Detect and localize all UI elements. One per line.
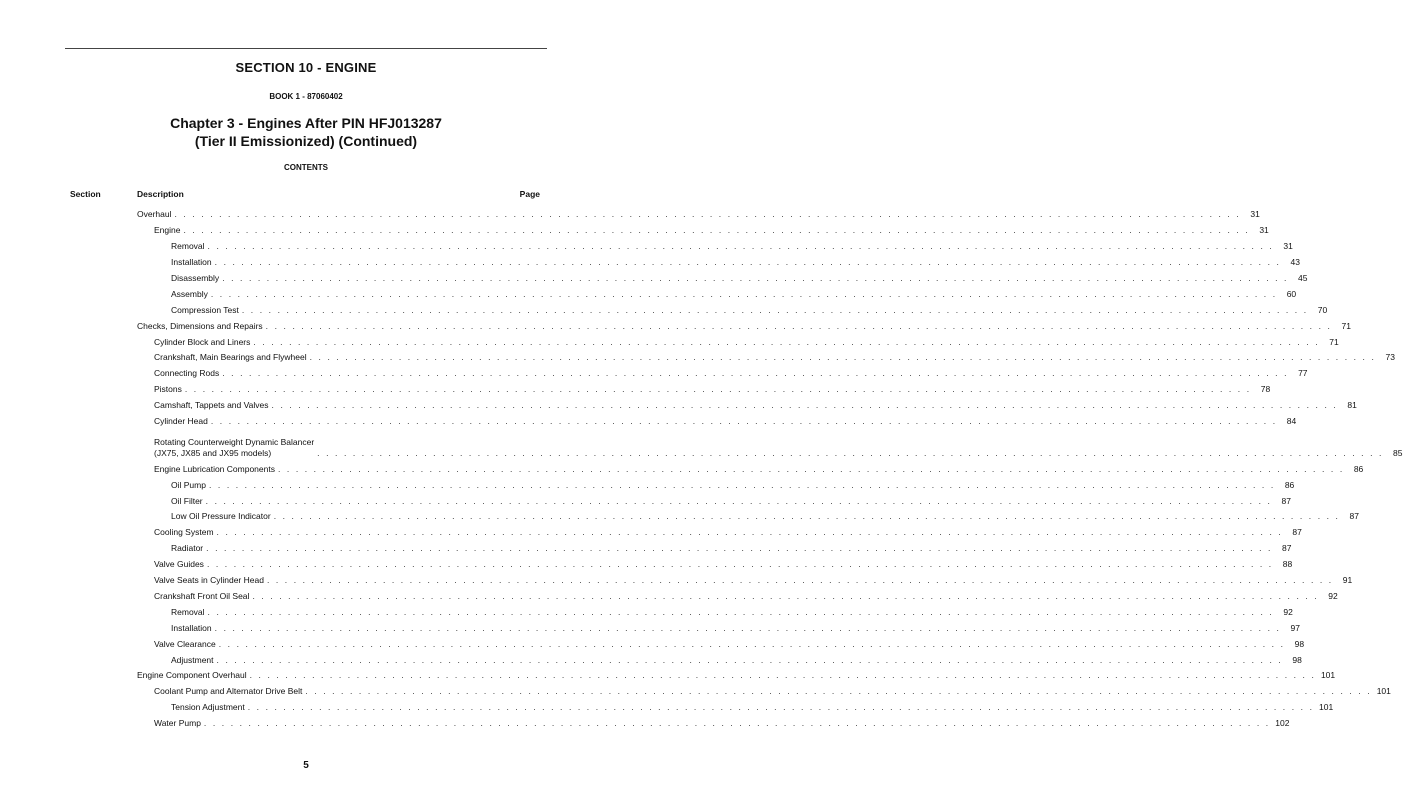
- book-number: BOOK 1 - 87060402: [269, 92, 343, 101]
- toc-dot-leader: . . . . . . . . . . . . . . . . . . . . . . . . . . . . . . . . . . . . . . . . . . . . . . . . . . . . . . . . . . . . . . . . . . . . . . . . . . . . . . . . . . . . . . . . . . . . . . . . . . . . . . . . . . . . . . . . . . . . . . . .: [222, 368, 1289, 379]
- toc-entry-page: 86: [1284, 479, 1295, 490]
- toc-entry-page: 101: [1320, 670, 1336, 681]
- toc-entry-label: Cylinder Block and Liners: [154, 336, 251, 347]
- toc-entry-label: Oil Pump: [171, 479, 206, 490]
- toc-dot-leader: . . . . . . . . . . . . . . . . . . . . . . . . . . . . . . . . . . . . . . . . . . . . . . . . . . . . . . . . . . . . . . . . . . . . . . . . . . . . . . . . . . . . . . . . . . . . . . . . . . . . . . . . . . . . . . . . . . . . . . . .: [207, 241, 1274, 252]
- toc-dot-leader: . . . . . . . . . . . . . . . . . . . . . . . . . . . . . . . . . . . . . . . . . . . . . . . . . . . . . . . . . . . . . . . . . . . . . . . . . . . . . . . . . . . . . . . . . . . . . . . . . . . . . . . . . . . . . . . . . . . . . . . .: [247, 702, 1315, 713]
- chapter-title-line-1: Chapter 3 - Engines After PIN HFJ013287: [170, 115, 442, 131]
- toc-dot-leader: . . . . . . . . . . . . . . . . . . . . . . . . . . . . . . . . . . . . . . . . . . . . . . . . . . . . . . . . . . . . . . . . . . . . . . . . . . . . . . . . . . . . . . . . . . . . . . . . . . . . . . . . . . . . . . . . . . . . . . . .: [206, 543, 1273, 554]
- toc-entry[interactable]: [171, 490, 1291, 506]
- toc-dot-leader: . . . . . . . . . . . . . . . . . . . . . . . . . . . . . . . . . . . . . . . . . . . . . . . . . . . . . . . . . . . . . . . . . . . . . . . . . . . . . . . . . . . . . . . . . . . . . . . . . . . . . . . . . . . . . . . . . . . . . . . .: [249, 670, 1316, 681]
- toc-entry-label: Removal: [171, 241, 205, 252]
- toc-dot-leader: . . . . . . . . . . . . . . . . . . . . . . . . . . . . . . . . . . . . . . . . . . . . . . . . . . . . . . . . . . . . . . . . . . . . . . . . . . . . . . . . . . . . . . . . . . . . . . . . . . . . . . . . . . . . . . . . . . . . . . . .: [205, 495, 1272, 506]
- toc-entry-label: Removal: [171, 606, 205, 617]
- toc-dot-leader: . . . . . . . . . . . . . . . . . . . . . . . . . . . . . . . . . . . . . . . . . . . . . . . . . . . . . . . . . . . . . . . . . . . . . . . . . . . . . . . . . . . . . . . . . . . . . . . . . . . . . . . . . . . . . . . . . . . . . . . .: [214, 257, 1281, 268]
- toc-entry-page: 92: [1328, 590, 1338, 601]
- toc-entry-label: Overhaul: [137, 209, 172, 220]
- toc-entry[interactable]: [154, 379, 1271, 395]
- toc-entry[interactable]: [154, 363, 1308, 379]
- toc-entry-page: 78: [1260, 384, 1271, 395]
- toc-entry[interactable]: [137, 315, 1351, 331]
- toc-entry[interactable]: [154, 427, 1403, 459]
- toc-entry-label: Crankshaft Front Oil Seal: [154, 590, 250, 601]
- toc-entry[interactable]: [171, 617, 1300, 633]
- toc-dot-leader: . . . . . . . . . . . . . . . . . . . . . . . . . . . . . . . . . . . . . . . . . . . . . . . . . . . . . . . . . . . . . . . . . . . . . . . . . . . . . . . . . . . . . . . . . . . . . . . . . . . . . . . . . . . . . . . . . . . . . . . .: [252, 590, 1319, 601]
- toc-entry-label: Connecting Rods: [154, 368, 220, 379]
- toc-entry-label: Engine Component Overhaul: [137, 670, 247, 681]
- column-header-description: Description: [137, 189, 184, 199]
- toc-entry-page: 85: [1393, 447, 1403, 458]
- toc-entry-page: 98: [1294, 638, 1305, 649]
- toc-entry-page: 43: [1290, 257, 1300, 268]
- toc-entry-label: Disassembly: [171, 272, 220, 283]
- column-header-section: Section: [70, 189, 101, 199]
- toc-entry-label: Adjustment: [171, 654, 214, 665]
- toc-entry[interactable]: [171, 268, 1308, 284]
- toc-entry-label: Compression Test: [171, 304, 239, 315]
- toc-entry[interactable]: [154, 220, 1269, 236]
- chapter-title-line-2: (Tier II Emissionized) (Continued): [194, 133, 418, 149]
- toc-entry[interactable]: [137, 204, 1260, 220]
- toc-entry-page: 77: [1298, 368, 1308, 379]
- toc-entry[interactable]: [154, 395, 1357, 411]
- toc-entry[interactable]: [171, 649, 1302, 665]
- toc-dot-leader: . . . . . . . . . . . . . . . . . . . . . . . . . . . . . . . . . . . . . . . . . . . . . . . . . . . . . . . . . . . . . . . . . . . . . . . . . . . . . . . . . . . . . . . . . . . . . . . . . . . . . . . . . . . . . . . . . . . . . . . .: [206, 559, 1274, 570]
- toc-entry[interactable]: [171, 299, 1328, 315]
- toc-entry[interactable]: [171, 284, 1297, 300]
- toc-entry-label: Pistons: [154, 384, 182, 395]
- toc-dot-leader: . . . . . . . . . . . . . . . . . . . . . . . . . . . . . . . . . . . . . . . . . . . . . . . . . . . . . . . . . . . . . . . . . . . . . . . . . . . . . . . . . . . . . . . . . . . . . . . . . . . . . . . . . . . . . . . . . . . . . . . .: [216, 527, 1283, 538]
- toc-entry-page: 73: [1385, 352, 1395, 363]
- toc-entry-page: 101: [1319, 702, 1334, 713]
- toc-dot-leader: . . . . . . . . . . . . . . . . . . . . . . . . . . . . . . . . . . . . . . . . . . . . . . . . . . . . . . . . . . . . . . . . . . . . . . . . . . . . . . . . . . . . . . . . . . . . . . . . . . . . . . . . . . . . . . . . . . . . . . . .: [273, 511, 1341, 522]
- toc-entry-page: 81: [1347, 400, 1357, 411]
- toc-entry-label: Oil Filter: [171, 495, 203, 506]
- toc-entry-page: 91: [1342, 575, 1353, 586]
- toc-entry-label: Installation: [171, 257, 212, 268]
- toc-entry[interactable]: [154, 331, 1339, 347]
- toc-dot-leader: . . . . . . . . . . . . . . . . . . . . . . . . . . . . . . . . . . . . . . . . . . . . . . . . . . . . . . . . . . . . . . . . . . . . . . . . . . . . . . . . . . . . . . . . . . . . . . . . . . . . . . . . . . . . . . . . . . . . . . . .: [305, 686, 1372, 697]
- toc-dot-leader: . . . . . . . . . . . . . . . . . . . . . . . . . . . . . . . . . . . . . . . . . . . . . . . . . . . . . . . . . . . . . . . . . . . . . . . . . . . . . . . . . . . . . . . . . . . . . . . . . . . . . . . . . . . . . . . . . . . . . . . .: [210, 416, 1278, 427]
- page-number: 5: [303, 760, 309, 771]
- column-header-page: Page: [519, 189, 540, 199]
- toc-entry[interactable]: [154, 633, 1305, 649]
- toc-dot-leader: . . . . . . . . . . . . . . . . . . . . . . . . . . . . . . . . . . . . . . . . . . . . . . . . . . . . . . . . . . . . . . . . . . . . . . . . . . . . . . . . . . . . . . . . . . . . . . . . . . . . . . . . . . . . . . . . . . . . . . . .: [174, 209, 1241, 220]
- toc-entry-page: 92: [1283, 606, 1293, 617]
- toc-entry-label: Valve Guides: [154, 559, 204, 570]
- toc-entry[interactable]: [171, 602, 1293, 618]
- toc-entry-label: Cooling System: [154, 527, 214, 538]
- toc-entry-page: 70: [1317, 304, 1328, 315]
- toc-entry-page: 45: [1298, 272, 1308, 283]
- toc-entry-label: Low Oil Pressure Indicator: [171, 511, 271, 522]
- toc-entry[interactable]: [154, 586, 1338, 602]
- toc-dot-leader: . . . . . . . . . . . . . . . . . . . . . . . . . . . . . . . . . . . . . . . . . . . . . . . . . . . . . . . . . . . . . . . . . . . . . . . . . . . . . . . . . . . . . . . . . . . . . . . . . . . . . . . . . . . . . . . . . . . . . . . .: [210, 288, 1278, 299]
- toc-entry[interactable]: [171, 538, 1292, 554]
- toc-dot-leader: . . . . . . . . . . . . . . . . . . . . . . . . . . . . . . . . . . . . . . . . . . . . . . . . . . . . . . . . . . . . . . . . . . . . . . . . . . . . . . . . . . . . . . . . . . . . . . . . . . . . . . . . . . . . . . . . . . . . . . . .: [216, 654, 1283, 665]
- toc-entry-label: Checks, Dimensions and Repairs: [137, 320, 263, 331]
- toc-entry-page: 60: [1286, 288, 1297, 299]
- toc-dot-leader: . . . . . . . . . . . . . . . . . . . . . . . . . . . . . . . . . . . . . . . . . . . . . . . . . . . . . . . . . . . . . . . . . . . . . . . . . . . . . . . . . . . . . . . . . . . . . . . . . . . . . . . . . . . . . . . . . . . . . . . .: [253, 336, 1320, 347]
- contents-heading: CONTENTS: [284, 163, 328, 172]
- toc-entry-label: Water Pump: [154, 718, 201, 729]
- toc-entry-label: Rotating Counterweight Dynamic Balancer (JX75, JX85 and JX95 models): [154, 437, 315, 458]
- toc-entry-page: 102: [1275, 718, 1290, 729]
- toc-entry[interactable]: [171, 474, 1295, 490]
- toc-dot-leader: . . . . . . . . . . . . . . . . . . . . . . . . . . . . . . . . . . . . . . . . . . . . . . . . . . . . . . . . . . . . . . . . . . . . . . . . . . . . . . . . . . . . . . . . . . . . . . . . . . . . . . . . . . . . . . . . . . . . . . . .: [184, 384, 1252, 395]
- toc-entry-label: Engine: [154, 225, 181, 236]
- toc-entry-label: Installation: [171, 622, 212, 633]
- toc-entry-page: 31: [1250, 209, 1260, 220]
- toc-entry[interactable]: [171, 697, 1334, 713]
- chapter-title: [0, 114, 612, 150]
- toc-entry[interactable]: [154, 411, 1297, 427]
- toc-entry[interactable]: [154, 347, 1395, 363]
- toc-dot-leader: . . . . . . . . . . . . . . . . . . . . . . . . . . . . . . . . . . . . . . . . . . . . . . . . . . . . . . . . . . . . . . . . . . . . . . . . . . . . . . . . . . . . . . . . . . . . . . . . . . . . . . . . . . . . . . . . . . . . . . . .: [265, 320, 1332, 331]
- toc-entry[interactable]: [171, 506, 1360, 522]
- toc-entry[interactable]: [137, 665, 1336, 681]
- toc-entry-page: 88: [1282, 559, 1293, 570]
- toc-dot-leader: . . . . . . . . . . . . . . . . . . . . . . . . . . . . . . . . . . . . . . . . . . . . . . . . . . . . . . . . . . . . . . . . . . . . . . . . . . . . . . . . . . . . . . . . . . . . . . . . . . . . . . . . . . . . . . . . . . . . . . . .: [271, 400, 1338, 411]
- toc-entry-page: 87: [1349, 511, 1360, 522]
- toc-entry-label: Valve Clearance: [154, 638, 216, 649]
- toc-entry[interactable]: [154, 681, 1391, 697]
- toc-entry[interactable]: [154, 570, 1353, 586]
- toc-entry-page: 101: [1376, 686, 1391, 697]
- section-title: SECTION 10 - ENGINE: [235, 60, 377, 75]
- toc-entry-label: Cylinder Head: [154, 416, 208, 427]
- toc-dot-leader: . . . . . . . . . . . . . . . . . . . . . . . . . . . . . . . . . . . . . . . . . . . . . . . . . . . . . . . . . . . . . . . . . . . . . . . . . . . . . . . . . . . . . . . . . . . . . . . . . . . . . . . . . . . . . . . . . . . . . . . .: [183, 225, 1250, 236]
- toc-dot-leader: . . . . . . . . . . . . . . . . . . . . . . . . . . . . . . . . . . . . . . . . . . . . . . . . . . . . . . . . . . . . . . . . . . . . . . . . . . . . . . . . . . . . . . . . . . . . . . . . . . . . . . . . . . . . . . . . . . . . . . . .: [317, 447, 1384, 458]
- toc-entry-page: 86: [1353, 463, 1364, 474]
- toc-dot-leader: . . . . . . . . . . . . . . . . . . . . . . . . . . . . . . . . . . . . . . . . . . . . . . . . . . . . . . . . . . . . . . . . . . . . . . . . . . . . . . . . . . . . . . . . . . . . . . . . . . . . . . . . . . . . . . . . . . . . . . . .: [277, 463, 1345, 474]
- toc-entry-page: 84: [1286, 416, 1297, 427]
- toc-dot-leader: . . . . . . . . . . . . . . . . . . . . . . . . . . . . . . . . . . . . . . . . . . . . . . . . . . . . . . . . . . . . . . . . . . . . . . . . . . . . . . . . . . . . . . . . . . . . . . . . . . . . . . . . . . . . . . . . . . . . . . . .: [207, 606, 1274, 617]
- toc-entry[interactable]: [154, 522, 1302, 538]
- toc-dot-leader: . . . . . . . . . . . . . . . . . . . . . . . . . . . . . . . . . . . . . . . . . . . . . . . . . . . . . . . . . . . . . . . . . . . . . . . . . . . . . . . . . . . . . . . . . . . . . . . . . . . . . . . . . . . . . . . . . . . . . . . .: [218, 638, 1286, 649]
- toc-dot-leader: . . . . . . . . . . . . . . . . . . . . . . . . . . . . . . . . . . . . . . . . . . . . . . . . . . . . . . . . . . . . . . . . . . . . . . . . . . . . . . . . . . . . . . . . . . . . . . . . . . . . . . . . . . . . . . . . . . . . . . . .: [266, 575, 1334, 586]
- toc-entry-page: 31: [1259, 225, 1269, 236]
- toc-entry-label: Assembly: [171, 288, 208, 299]
- toc-dot-leader: . . . . . . . . . . . . . . . . . . . . . . . . . . . . . . . . . . . . . . . . . . . . . . . . . . . . . . . . . . . . . . . . . . . . . . . . . . . . . . . . . . . . . . . . . . . . . . . . . . . . . . . . . . . . . . . . . . . . . . . .: [203, 718, 1271, 729]
- toc-entry-label: Tension Adjustment: [171, 702, 245, 713]
- toc-entry-label: Camshaft, Tappets and Valves: [154, 400, 269, 411]
- toc-entry-label: Coolant Pump and Alternator Drive Belt: [154, 686, 303, 697]
- toc-entry-label: Valve Seats in Cylinder Head: [154, 575, 264, 586]
- toc-entry-label: Radiator: [171, 543, 204, 554]
- toc-entry[interactable]: [154, 554, 1293, 570]
- toc-entry-page: 87: [1281, 495, 1291, 506]
- toc-entry-label: Engine Lubrication Components: [154, 463, 275, 474]
- toc-entry[interactable]: [171, 236, 1293, 252]
- toc-entry-page: 98: [1292, 654, 1302, 665]
- toc-dot-leader: . . . . . . . . . . . . . . . . . . . . . . . . . . . . . . . . . . . . . . . . . . . . . . . . . . . . . . . . . . . . . . . . . . . . . . . . . . . . . . . . . . . . . . . . . . . . . . . . . . . . . . . . . . . . . . . . . . . . . . . .: [309, 352, 1376, 363]
- toc-entry[interactable]: [154, 458, 1364, 474]
- toc-dot-leader: . . . . . . . . . . . . . . . . . . . . . . . . . . . . . . . . . . . . . . . . . . . . . . . . . . . . . . . . . . . . . . . . . . . . . . . . . . . . . . . . . . . . . . . . . . . . . . . . . . . . . . . . . . . . . . . . . . . . . . . .: [208, 479, 1276, 490]
- toc-dot-leader: . . . . . . . . . . . . . . . . . . . . . . . . . . . . . . . . . . . . . . . . . . . . . . . . . . . . . . . . . . . . . . . . . . . . . . . . . . . . . . . . . . . . . . . . . . . . . . . . . . . . . . . . . . . . . . . . . . . . . . . .: [241, 304, 1309, 315]
- toc-entry-page: 71: [1329, 336, 1339, 347]
- toc-entry-page: 97: [1290, 622, 1300, 633]
- toc-entry[interactable]: [171, 252, 1300, 268]
- header-rule: [65, 48, 547, 49]
- toc-entry-page: 87: [1282, 543, 1292, 554]
- toc-entry-page: 31: [1283, 241, 1293, 252]
- toc-dot-leader: . . . . . . . . . . . . . . . . . . . . . . . . . . . . . . . . . . . . . . . . . . . . . . . . . . . . . . . . . . . . . . . . . . . . . . . . . . . . . . . . . . . . . . . . . . . . . . . . . . . . . . . . . . . . . . . . . . . . . . . .: [214, 622, 1281, 633]
- toc-entry-page: 87: [1292, 527, 1302, 538]
- toc-entry-label: Crankshaft, Main Bearings and Flywheel: [154, 352, 307, 363]
- toc-entry[interactable]: [154, 713, 1290, 729]
- toc-dot-leader: . . . . . . . . . . . . . . . . . . . . . . . . . . . . . . . . . . . . . . . . . . . . . . . . . . . . . . . . . . . . . . . . . . . . . . . . . . . . . . . . . . . . . . . . . . . . . . . . . . . . . . . . . . . . . . . . . . . . . . . .: [222, 272, 1289, 283]
- toc-entry-page: 71: [1341, 320, 1351, 331]
